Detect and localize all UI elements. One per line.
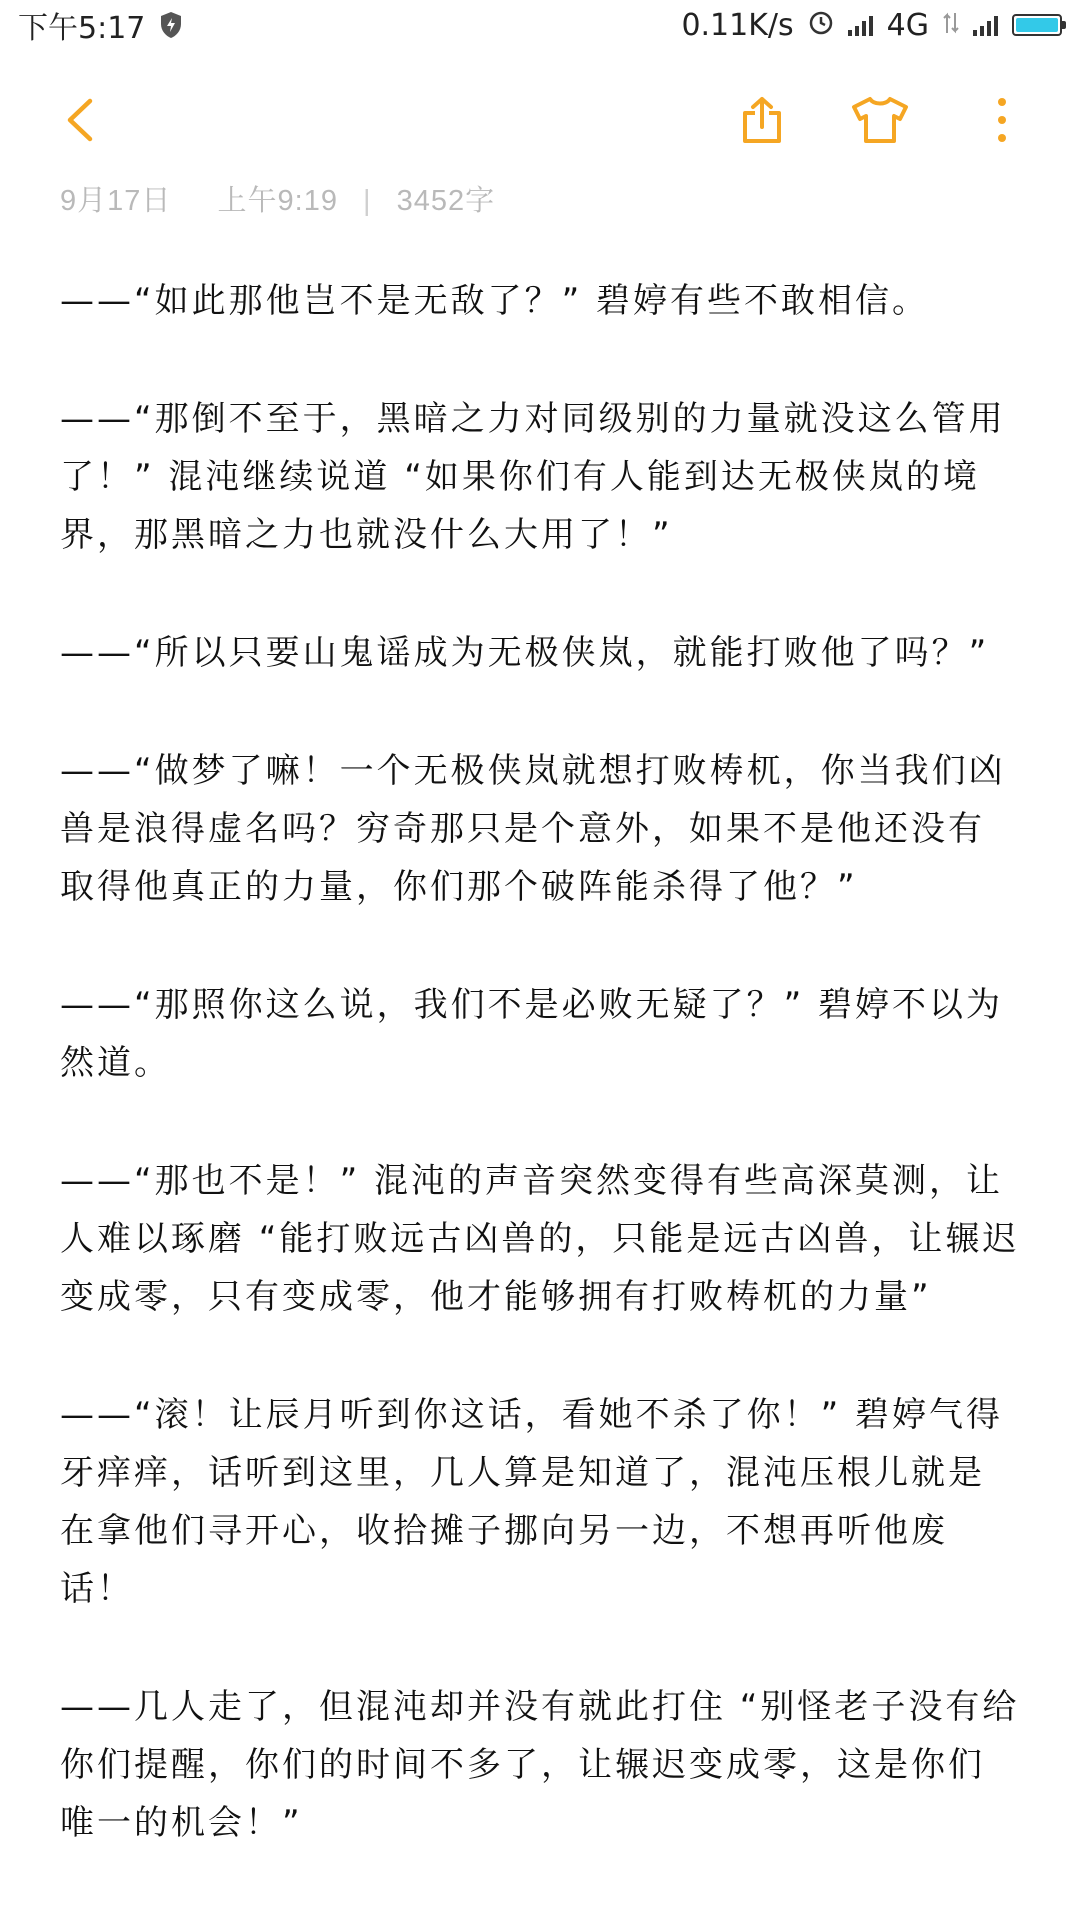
data-transfer-icon — [943, 8, 959, 43]
shield-icon — [159, 11, 183, 39]
signal-icon — [848, 14, 873, 36]
back-button[interactable] — [40, 80, 120, 160]
note-paragraph: ——“那也不是！” 混沌的声音突然变得有些高深莫测，让人难以琢磨 “能打败远古凶兽的，只能是远古凶兽，让辗迟变成零，只有变成零，他才能够拥有打败梼杌的力量” — [60, 1161, 1020, 1317]
note-paragraph: ——“那照你这么说，我们不是必败无疑了？” 碧婷不以为然道。 — [60, 985, 1004, 1083]
note-paragraph: ——“滚！让辰月听到你这话，看她不杀了你！” 碧婷气得牙痒痒，话听到这里，几人算是知道了，混沌压根儿就是在拿他们寻开心，收拾摊子挪向另一边，不想再听他废话！ — [60, 1395, 1004, 1609]
status-left — [18, 3, 183, 47]
note-paragraph: ——“做梦了嘛！一个无极侠岚就想打败梼杌，你当我们凶兽是浪得虚名吗？穷奇那只是个意外，如果不是他还没有取得他真正的力量，你们那个破阵能杀得了他？” — [60, 751, 1006, 907]
note-paragraph: ——“如此那他岂不是无敌了？” 碧婷有些不敢相信。 — [60, 281, 930, 321]
meta-divider: | — [363, 185, 372, 217]
battery-fill — [1016, 18, 1058, 32]
more-vertical-icon — [996, 97, 1008, 143]
status-bar — [0, 0, 1080, 50]
status-time: 下午5:17 — [18, 11, 146, 46]
network-type: 4G — [886, 7, 929, 43]
share-button[interactable] — [722, 80, 802, 160]
note-body[interactable] — [60, 272, 1020, 1912]
toolbar — [0, 80, 1080, 160]
note-meta — [60, 178, 495, 219]
tshirt-icon — [850, 95, 910, 145]
theme-button[interactable] — [840, 80, 920, 160]
alarm-icon — [808, 8, 834, 43]
note-date: 9月17日 — [60, 185, 172, 217]
note-paragraph: ——“那倒不至于，黑暗之力对同级别的力量就没这么管用了！” 混沌继续说道 “如果你们有人能到达无极侠岚的境界，那黑暗之力也就没什么大用了！” — [60, 399, 1006, 555]
signal-icon-2 — [973, 14, 998, 36]
chevron-left-icon — [60, 95, 100, 145]
battery-icon — [1012, 14, 1062, 36]
note-time: 上午9:19 — [217, 185, 338, 217]
share-icon — [737, 95, 787, 145]
more-button[interactable] — [962, 80, 1042, 160]
note-paragraph: ——“所以只要山鬼谣成为无极侠岚，就能打败他了吗？” — [60, 633, 990, 673]
note-paragraph: ——几人走了，但混沌却并没有就此打住 “别怪老子没有给你们提醒，你们的时间不多了，让辗迟变成零，这是你们唯一的机会！” — [60, 1687, 1020, 1843]
network-speed: 0.11K/s — [681, 7, 794, 43]
note-word-count: 3452字 — [396, 185, 496, 217]
status-right — [681, 8, 1062, 43]
